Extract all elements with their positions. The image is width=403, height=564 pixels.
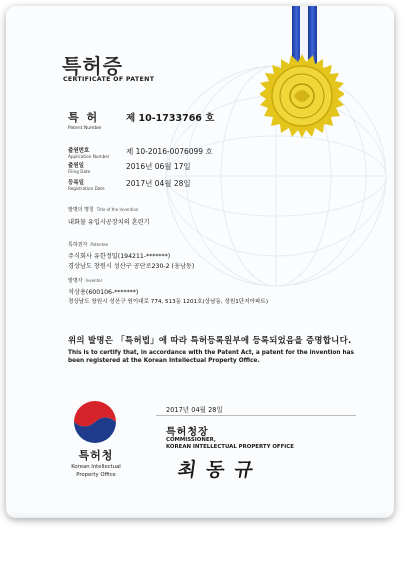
application-label: 출원번호 (68, 148, 90, 154)
gold-seal-icon (260, 54, 344, 138)
patentee-heading: 특허권자 Patentee (68, 242, 109, 248)
certificate-title: 특허증 (62, 54, 123, 78)
authority-title: 특허청장 (166, 427, 209, 438)
certificate-frame (6, 6, 394, 518)
filing-date: 2016년 06월 17일 (126, 162, 191, 171)
authority-title-en: COMMISSIONER, KOREAN INTELLECTUAL PROPERTY OFFICE (166, 437, 294, 450)
inventor-heading: 발명자 Inventor (68, 278, 103, 284)
invention-heading: 발명의 명칭 Title of the Invention (68, 207, 139, 213)
certificate-subtitle: CERTIFICATE OF PATENT (63, 76, 155, 83)
filing-label: 출원일 (68, 163, 84, 169)
application-label-en: Application Number (68, 154, 110, 159)
filing-label-en: Filing Date (68, 169, 91, 174)
patent-label: 특 허 (68, 111, 100, 124)
issue-divider (156, 415, 356, 416)
certification-statement-en: This is to certify that, in accordance with the Patent Act, a patent for the invention has been registered at the Korean Intellectual Property Office. (68, 350, 355, 365)
application-number: 제 10-2016-0076099 호 (126, 147, 213, 156)
registration-date: 2017년 04월 28일 (126, 179, 191, 188)
patentee-address: 경상남도 창원시 성산구 공단로230-2 (웅남동) (68, 263, 195, 270)
kipo-taegeuk-logo-icon (72, 399, 118, 445)
certification-statement-ko: 위의 발명은 「특허법」에 따라 특허등록원부에 등록되었음을 증명합니다. (68, 335, 352, 345)
inventor-name: 석상용(600106-*******) (68, 289, 139, 296)
patent-number: 제 10-1733766 호 (126, 113, 215, 124)
office-name: 특허청 (78, 449, 114, 462)
patent-label-en: Patent Number (68, 126, 102, 131)
patentee-name: 주식회사 유한정밀(194211-*******) (68, 253, 171, 260)
office-name-en: Korean Intellectual Property Office (71, 464, 121, 478)
invention-title: 내화물 유입시공장치의 혼련기 (68, 219, 150, 226)
commissioner-signature: 최동규 (176, 459, 265, 481)
registration-label-en: Registration Date (68, 186, 105, 191)
inventor-address: 경상남도 창원시 성산구 원이대로 774, 513동 1201호(상남동, 성원1단지아파트) (68, 299, 269, 305)
issue-date: 2017년 04월 28일 (166, 406, 223, 414)
registration-label: 등록일 (68, 180, 84, 186)
